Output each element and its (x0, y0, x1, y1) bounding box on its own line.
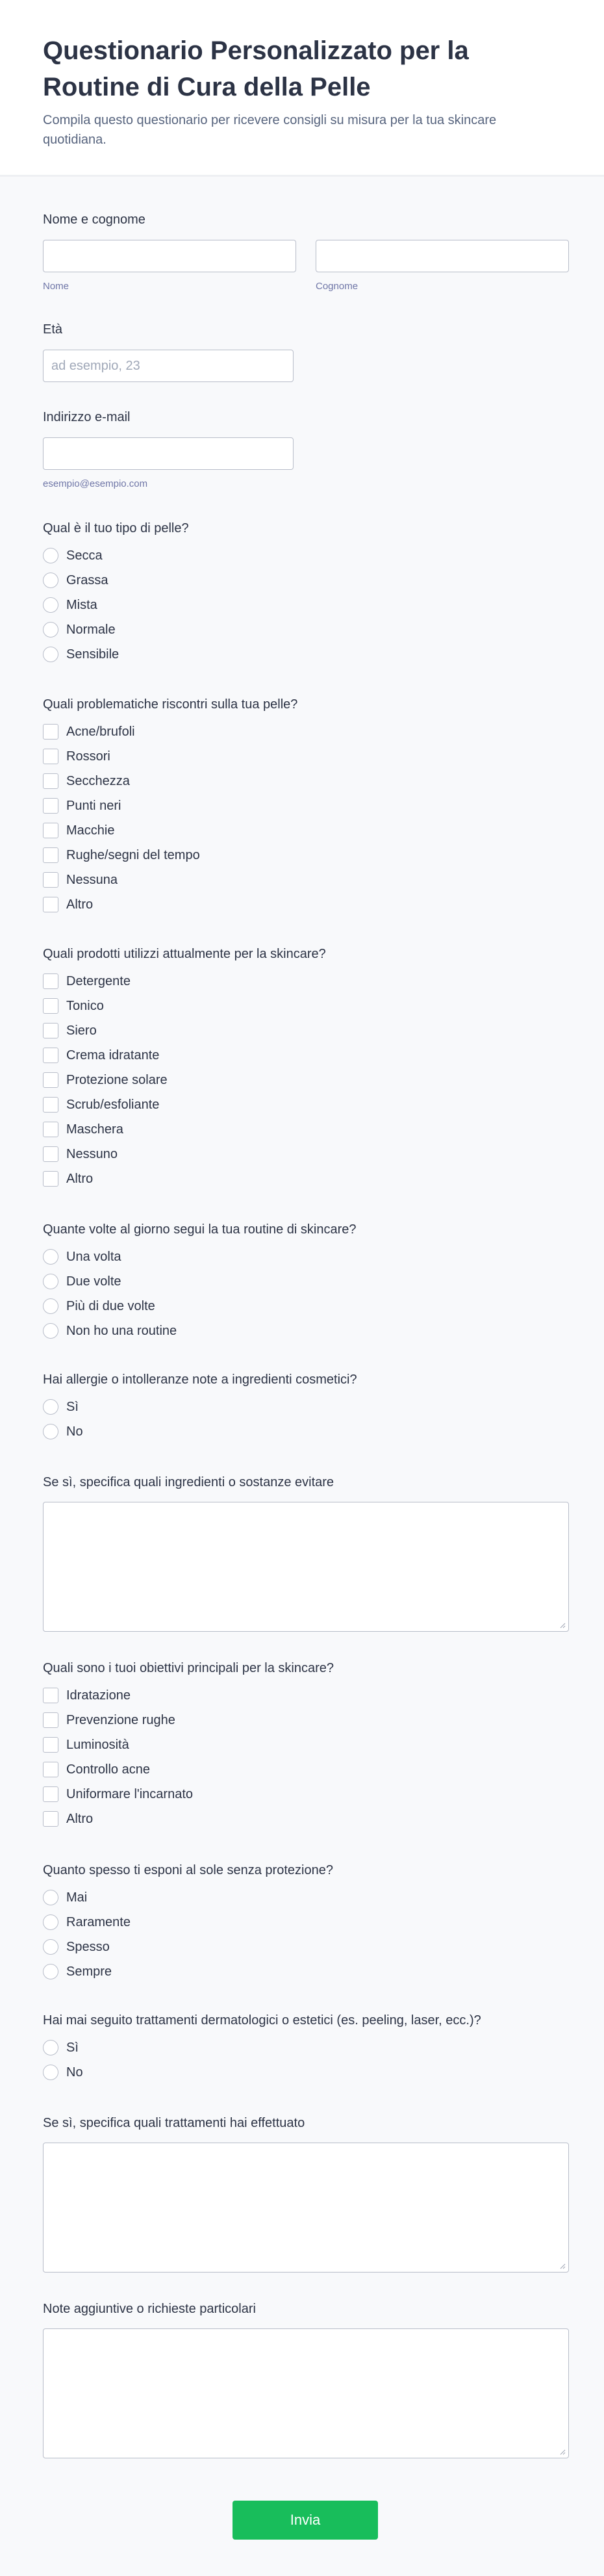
skin-type-question (43, 520, 569, 669)
problem-option[interactable]: Punti neri (43, 797, 121, 814)
checkbox[interactable] (43, 1786, 58, 1802)
checkbox[interactable] (43, 1122, 58, 1137)
problem-option[interactable]: Altro (43, 896, 93, 913)
frequency-option[interactable]: Una volta (43, 1248, 121, 1265)
checkbox[interactable] (43, 1097, 58, 1113)
allergies-option-yes[interactable]: Sì (43, 1398, 79, 1415)
radio-button[interactable] (43, 622, 58, 638)
checkbox[interactable] (43, 749, 58, 764)
problem-option[interactable]: Rughe/segni del tempo (43, 847, 200, 864)
checkbox[interactable] (43, 1737, 58, 1753)
age-question (43, 321, 569, 386)
radio-button[interactable] (43, 597, 58, 613)
checkbox[interactable] (43, 1762, 58, 1777)
goal-option[interactable]: Controllo acne (43, 1761, 150, 1778)
goals-question (43, 1660, 569, 1835)
first-name-input[interactable] (43, 240, 296, 272)
frequency-question (43, 1221, 569, 1345)
product-option[interactable]: Tonico (43, 998, 104, 1014)
sun-option[interactable]: Sempre (43, 1963, 112, 1980)
goal-option[interactable]: Luminosità (43, 1736, 129, 1753)
frequency-option[interactable]: Non ho una routine (43, 1322, 177, 1339)
checkbox[interactable] (43, 1712, 58, 1728)
products-label: Quali prodotti utilizzi attualmente per la skincare? (43, 947, 326, 961)
notes-label: Note aggiuntive o richieste particolari (43, 2302, 256, 2316)
skin-type-option-secca[interactable]: Secca (43, 547, 103, 564)
product-option[interactable]: Maschera (43, 1121, 123, 1138)
goal-option[interactable]: Prevenzione rughe (43, 1712, 175, 1729)
radio-button[interactable] (43, 1890, 58, 1905)
skin-type-option-normale[interactable]: Normale (43, 621, 116, 638)
email-label: Indirizzo e-mail (43, 410, 131, 424)
checkbox[interactable] (43, 872, 58, 888)
checkbox[interactable] (43, 897, 58, 912)
resize-grip-icon[interactable] (559, 2263, 566, 2269)
sun-exposure-question (43, 1862, 569, 1985)
checkbox[interactable] (43, 823, 58, 838)
treatment-details-textarea[interactable] (43, 2143, 569, 2273)
radio-button[interactable] (43, 647, 58, 662)
checkbox[interactable] (43, 724, 58, 740)
email-sublabel: esempio@esempio.com (43, 478, 148, 489)
skin-type-label: Qual è il tuo tipo di pelle? (43, 521, 189, 535)
product-option[interactable]: Detergente (43, 973, 131, 990)
goal-option[interactable]: Idratazione (43, 1687, 131, 1704)
name-question (43, 211, 569, 296)
first-name-sublabel: Nome (43, 281, 69, 292)
goals-label: Quali sono i tuoi obiettivi principali per la skincare? (43, 1661, 334, 1675)
form-header (0, 0, 604, 177)
last-name-sublabel: Cognome (316, 281, 359, 292)
radio-button[interactable] (43, 1249, 58, 1265)
problem-option[interactable]: Rossori (43, 748, 110, 765)
treatments-label: Hai mai seguito trattamenti dermatologici o estetici (es. peeling, laser, ecc.)? (43, 2013, 481, 2028)
product-option[interactable]: Nessuno (43, 1146, 118, 1163)
radio-button[interactable] (43, 1274, 58, 1289)
allergies-label: Hai allergie o intolleranze note a ingredienti cosmetici? (43, 1372, 357, 1387)
goal-option[interactable]: Altro (43, 1810, 93, 1827)
form-subtitle: Compila questo questionario per ricevere consigli su misura per la tua skincare quotidiana. (43, 113, 497, 147)
email-question (43, 409, 569, 493)
frequency-label: Quante volte al giorno segui la tua routine di skincare? (43, 1222, 357, 1237)
radio-button[interactable] (43, 1914, 58, 1930)
product-option[interactable]: Altro (43, 1170, 93, 1187)
last-name-input[interactable] (316, 240, 569, 272)
radio-button[interactable] (43, 1298, 58, 1314)
radio-button[interactable] (43, 2065, 58, 2080)
allergy-details-question (43, 1474, 569, 1636)
treatments-question (43, 2012, 569, 2083)
radio-button[interactable] (43, 1939, 58, 1955)
sun-option[interactable]: Spesso (43, 1938, 110, 1955)
radio-button[interactable] (43, 573, 58, 588)
radio-button[interactable] (43, 1399, 58, 1415)
resize-grip-icon[interactable] (559, 1622, 566, 1629)
problem-option[interactable]: Macchie (43, 822, 114, 839)
radio-button[interactable] (43, 548, 58, 563)
checkbox[interactable] (43, 1171, 58, 1187)
allergy-details-label: Se sì, specifica quali ingredienti o sostanze evitare (43, 1475, 334, 1489)
checkbox[interactable] (43, 1811, 58, 1827)
checkbox[interactable] (43, 1023, 58, 1038)
checkbox[interactable] (43, 998, 58, 1014)
problems-label: Quali problematiche riscontri sulla tua pelle? (43, 697, 298, 712)
sun-option[interactable]: Mai (43, 1889, 87, 1906)
product-option[interactable]: Siero (43, 1022, 97, 1039)
treatment-details-question (43, 2115, 569, 2277)
skin-type-option-grassa[interactable]: Grassa (43, 572, 108, 589)
checkbox[interactable] (43, 798, 58, 814)
notes-textarea[interactable] (43, 2328, 569, 2458)
checkbox[interactable] (43, 847, 58, 863)
sun-option[interactable]: Raramente (43, 1914, 131, 1931)
product-option[interactable]: Crema idratante (43, 1047, 159, 1064)
treatments-option-no[interactable]: No (43, 2064, 83, 2081)
email-input[interactable] (43, 437, 294, 470)
submit-button[interactable]: Invia (233, 2501, 378, 2540)
checkbox[interactable] (43, 1146, 58, 1162)
problems-question (43, 696, 569, 917)
product-option[interactable]: Protezione solare (43, 1072, 168, 1088)
checkbox[interactable] (43, 773, 58, 789)
goal-option[interactable]: Uniformare l'incarnato (43, 1786, 193, 1803)
age-input[interactable] (43, 350, 294, 382)
sun-exposure-label: Quanto spesso ti esponi al sole senza protezione? (43, 1863, 333, 1877)
radio-button[interactable] (43, 2040, 58, 2055)
radio-button[interactable] (43, 1964, 58, 1979)
checkbox[interactable] (43, 973, 58, 989)
allergies-question (43, 1371, 569, 1443)
frequency-option[interactable]: Più di due volte (43, 1298, 155, 1315)
problem-option[interactable]: Secchezza (43, 773, 130, 790)
radio-button[interactable] (43, 1323, 58, 1339)
problem-option[interactable]: Acne/brufoli (43, 723, 135, 740)
skin-type-option-mista[interactable]: Mista (43, 597, 97, 613)
allergy-details-textarea[interactable] (43, 1502, 569, 1632)
skin-type-option-sensibile[interactable]: Sensibile (43, 646, 119, 663)
products-question (43, 946, 569, 1192)
frequency-option[interactable]: Due volte (43, 1273, 121, 1290)
name-label: Nome e cognome (43, 213, 145, 227)
radio-button[interactable] (43, 1424, 58, 1439)
notes-question (43, 2300, 569, 2463)
form-footer (0, 2476, 604, 2576)
checkbox[interactable] (43, 1688, 58, 1703)
problem-option[interactable]: Nessuna (43, 871, 118, 888)
allergies-option-no[interactable]: No (43, 1423, 83, 1440)
resize-grip-icon[interactable] (559, 2449, 566, 2455)
treatment-details-label: Se sì, specifica quali trattamenti hai effettuato (43, 2116, 305, 2130)
checkbox[interactable] (43, 1072, 58, 1088)
form-title: Questionario Personalizzato per la Routine di Cura della Pelle (43, 36, 469, 101)
age-label: Età (43, 322, 63, 337)
checkbox[interactable] (43, 1048, 58, 1063)
product-option[interactable]: Scrub/esfoliante (43, 1096, 159, 1113)
treatments-option-yes[interactable]: Sì (43, 2039, 79, 2056)
